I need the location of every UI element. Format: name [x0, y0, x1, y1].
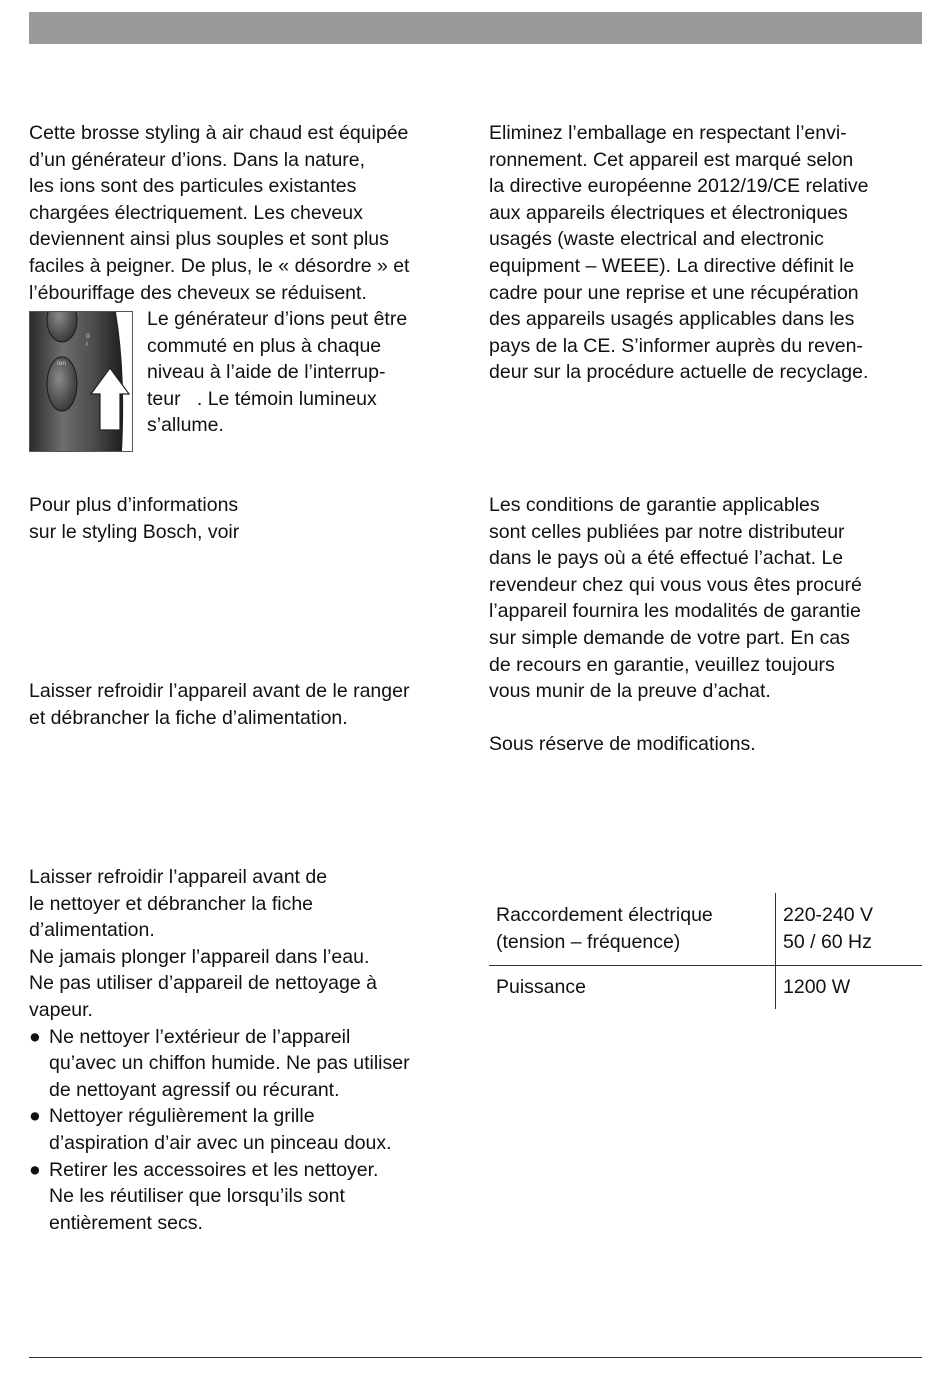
text-line: vapeur. — [29, 998, 93, 1021]
text-line: Le générateur d’ions peut être — [147, 308, 408, 330]
text-line: equipment – WEEE). La directive définit le — [489, 254, 855, 277]
text-line: Ne les réutiliser que lorsqu’ils sont — [49, 1185, 345, 1208]
table-value-cell — [775, 966, 922, 1009]
text-line: d’un générateur d’ions. Dans la nature, — [29, 148, 366, 171]
ion-label: ion — [57, 360, 67, 367]
switch-mark-0: 0 — [86, 333, 90, 340]
text-line: 50 / 60 Hz — [783, 930, 872, 953]
text-line: commuté en plus à chaque — [147, 334, 382, 357]
text-line: Ne jamais plonger l’appareil dans l’eau. — [29, 945, 370, 968]
table-value-cell — [775, 893, 922, 965]
text-line: Nettoyer régulièrement la grille — [49, 1105, 315, 1128]
table-label-cell — [489, 966, 775, 1009]
text-line: l’appareil fournira les modalités de garantie — [489, 600, 861, 623]
more-info-paragraph — [29, 492, 239, 545]
disposal-paragraph — [489, 120, 868, 386]
text-line: ronnement. Cet appareil est marqué selon — [489, 148, 854, 171]
text-line: Laisser refroidir l’appareil avant de — [29, 866, 328, 888]
text-line: 1200 W — [783, 976, 851, 998]
warranty-paragraph — [489, 492, 862, 705]
bullet-icon: ● — [29, 1105, 41, 1128]
storage-paragraph — [29, 678, 409, 731]
text-line: d’alimentation. — [29, 919, 155, 942]
text-line: qu’avec un chiffon humide. Ne pas utiliser — [49, 1052, 410, 1075]
text-line: Ne nettoyer l’extérieur de l’appareil — [49, 1025, 351, 1048]
text-line: Eliminez l’emballage en respectant l’envi- — [489, 122, 847, 144]
table-label-cell — [489, 893, 775, 965]
text-line: s’allume. — [147, 414, 224, 437]
section-header-bar — [29, 12, 922, 44]
text-line: Pour plus d’informations — [29, 494, 239, 516]
text-line: faciles à peigner. De plus, le « désordre » et — [29, 254, 410, 277]
text-line: pays de la CE. S’informer auprès du reven- — [489, 334, 863, 357]
text-line: de nettoyant agressif ou récurant. — [49, 1078, 340, 1101]
ion-intro-paragraph — [29, 120, 409, 306]
switch-mark-1: I — [86, 341, 88, 348]
text-line: deur sur la procédure actuelle de recyclage. — [489, 361, 869, 384]
footer-rule — [29, 1357, 922, 1358]
text-line: Retirer les accessoires et les nettoyer. — [49, 1158, 379, 1181]
bullet-icon: ● — [29, 1158, 41, 1181]
text-line: Cette brosse styling à air chaud est équipée — [29, 122, 409, 144]
cleaning-bullet-item — [29, 1024, 410, 1104]
text-line: sur simple demande de votre part. En cas — [489, 626, 850, 649]
ion-switch-paragraph — [147, 306, 407, 439]
text-line: Puissance — [496, 976, 586, 998]
cleaning-bullet-item — [29, 1103, 410, 1156]
text-line: deviennent ainsi plus souples et sont plus — [29, 228, 389, 251]
text-line: cadre pour une reprise et une récupération — [489, 281, 859, 304]
text-line: la directive européenne 2012/19/CE relative — [489, 175, 869, 198]
table-row — [489, 966, 922, 1009]
text-line: sont celles publiées par notre distributeur — [489, 520, 845, 543]
text-line: de recours en garantie, veuillez toujours — [489, 653, 835, 676]
text-line: Laisser refroidir l’appareil avant de le ranger — [29, 680, 410, 702]
text-line: (tension – fréquence) — [496, 930, 681, 953]
ion-switch-illustration — [29, 311, 133, 452]
technical-data-table — [489, 893, 922, 1009]
text-line: d’aspiration d’air avec un pinceau doux. — [49, 1131, 392, 1154]
text-line: Sous réserve de modifications. — [489, 733, 756, 755]
text-line: Les conditions de garantie applicables — [489, 494, 820, 516]
text-line: entièrement secs. — [49, 1211, 203, 1234]
text-line: l’ébouriffage des cheveux se réduisent. — [29, 281, 367, 304]
text-line: aux appareils électriques et électroniques — [489, 201, 848, 224]
text-line: sur le styling Bosch, voir — [29, 520, 240, 543]
text-line: vous munir de la preuve d’achat. — [489, 680, 771, 703]
text-line: teur . Le témoin lumineux — [147, 387, 377, 410]
text-line: niveau à l’aide de l’interrup- — [147, 361, 386, 384]
text-line: dans le pays où a été effectué l’achat. Le — [489, 547, 844, 570]
cleaning-bullet-item — [29, 1157, 410, 1237]
cleaning-paragraph — [29, 864, 410, 1236]
device-handle-drawing — [30, 312, 132, 451]
bullet-icon: ● — [29, 1025, 41, 1048]
text-line: revendeur chez qui vous vous êtes procuré — [489, 573, 862, 596]
text-line: chargées électriquement. Les cheveux — [29, 201, 363, 224]
text-line: le nettoyer et débrancher la fiche — [29, 892, 314, 915]
text-line: Raccordement électrique — [496, 904, 713, 926]
text-line: Ne pas utiliser d’appareil de nettoyage à — [29, 972, 377, 995]
text-line: et débrancher la fiche d’alimentation. — [29, 706, 348, 729]
reserve-note — [489, 731, 756, 758]
text-line: 220-240 V — [783, 904, 873, 926]
table-row — [489, 893, 922, 966]
text-line: des appareils usagés applicables dans les — [489, 308, 855, 331]
text-line: usagés (waste electrical and electronic — [489, 228, 824, 251]
text-line: les ions sont des particules existantes — [29, 175, 357, 198]
